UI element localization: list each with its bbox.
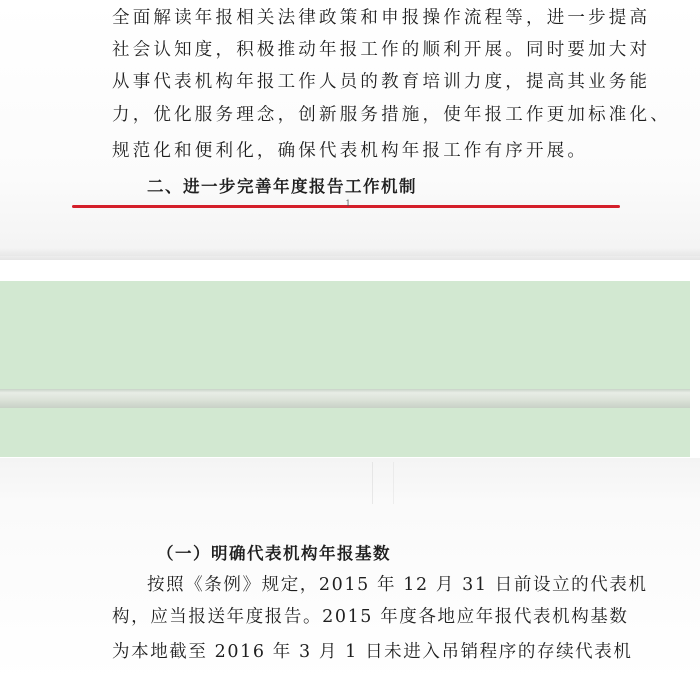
document-page-bottom <box>0 458 700 682</box>
paragraph-line: 规范化和便利化，确保代表机构年报工作有序开展。 <box>112 141 589 161</box>
green-overlay-band-upper <box>0 281 690 390</box>
paragraph-line: 社会认知度，积极推动年报工作的顺利开展。同时要加大对 <box>112 40 651 60</box>
page-shadow <box>0 248 700 260</box>
paragraph-line: 构，应当报送年度报告。2015 年度各地应年报代表机构基数 <box>112 607 629 627</box>
document-page-top <box>0 0 700 256</box>
paragraph-line: 全面解读年报相关法律政策和申报操作流程等，进一步提高 <box>112 8 651 28</box>
green-overlay-band-lower <box>0 408 690 457</box>
paragraph-line: 力，优化服务理念，创新服务措施，使年报工作更加标准化、 <box>112 105 671 125</box>
page-number: 1 <box>345 199 351 208</box>
subsection-heading: （一）明确代表机构年报基数 <box>157 544 391 563</box>
section-heading: 二、进一步完善年度报告工作机制 <box>147 177 417 196</box>
paragraph-line: 为本地截至 2016 年 3 月 1 日未进入吊销程序的存续代表机 <box>112 642 633 662</box>
overlay-divider <box>0 389 690 408</box>
scan-artifact <box>372 462 394 504</box>
paragraph-line: 从事代表机构年报工作人员的教育培训力度，提高其业务能 <box>112 72 651 92</box>
right-margin <box>690 281 700 458</box>
paragraph-line: 按照《条例》规定，2015 年 12 月 31 日前设立的代表机 <box>147 575 648 595</box>
